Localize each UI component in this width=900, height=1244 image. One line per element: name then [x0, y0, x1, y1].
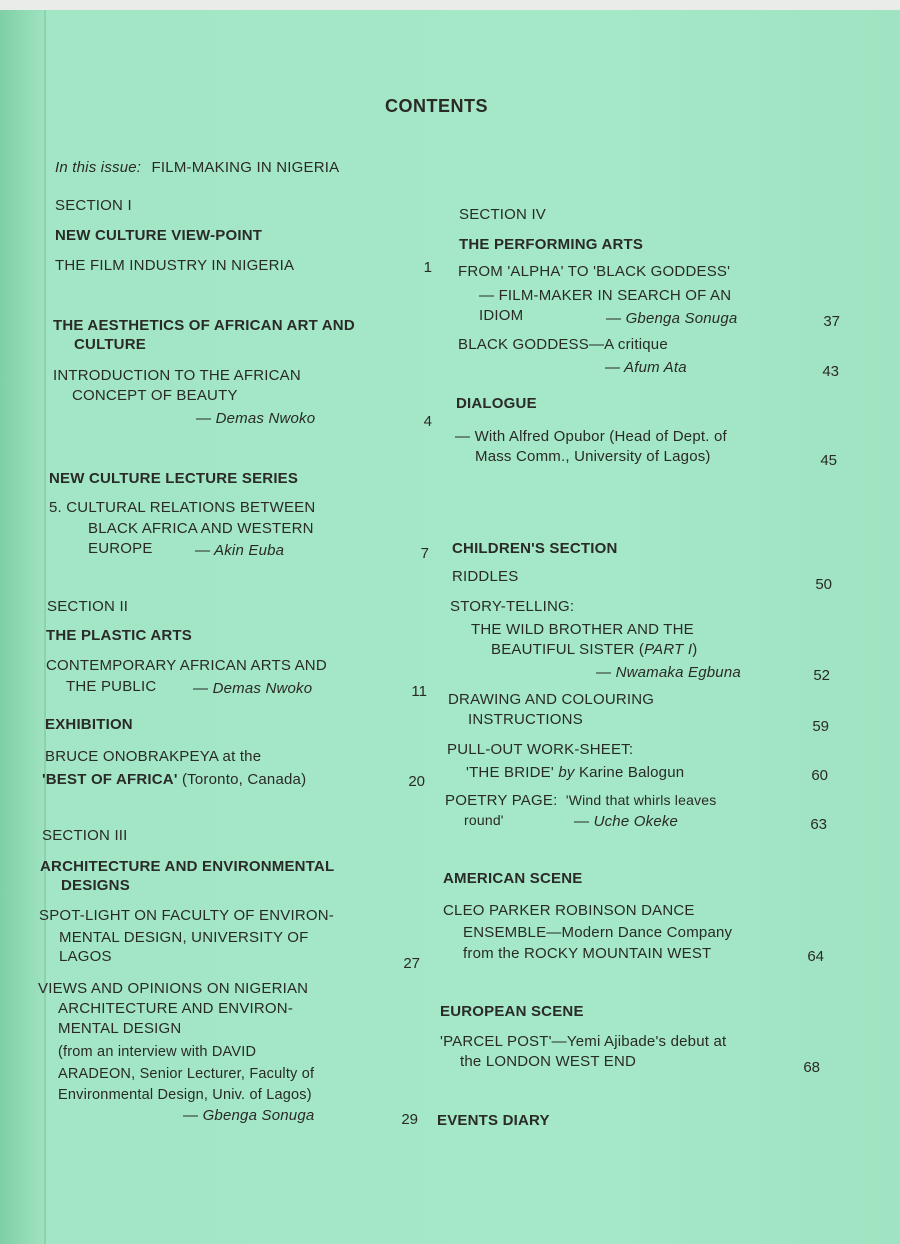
entry-author: — Demas Nwoko [196, 410, 316, 427]
entry-title[interactable]: EUROPE [88, 540, 153, 557]
entry-title[interactable]: MENTAL DESIGN, UNIVERSITY OF [59, 929, 309, 946]
entry-title[interactable]: RIDDLES [452, 568, 519, 585]
entry-author: — Akin Euba [195, 542, 285, 559]
entry-title[interactable]: DRAWING AND COLOURING [448, 691, 655, 708]
entry-title-detail: (Toronto, Canada) [181, 771, 307, 788]
category-heading: THE AESTHETICS OF AFRICAN ART AND [53, 317, 355, 334]
entry-title[interactable]: Mass Comm., University of Lagos) [475, 448, 711, 465]
entry-title-part: Karine Balogun [578, 764, 685, 781]
entry-title-part: 'THE BRIDE' [466, 764, 554, 781]
page-number: 59 [812, 718, 829, 735]
category-heading: NEW CULTURE LECTURE SERIES [49, 470, 299, 487]
page-number: 11 [411, 683, 427, 700]
entry-title[interactable]: MENTAL DESIGN [58, 1020, 182, 1037]
entry-title[interactable]: — FILM-MAKER IN SEARCH OF AN [479, 287, 732, 304]
entry-title[interactable]: the LONDON WEST END [460, 1053, 637, 1070]
page-number: 60 [811, 767, 828, 784]
category-heading: DIALOGUE [456, 395, 537, 412]
entry-author: — Uche Okeke [574, 813, 679, 830]
page-number: 7 [420, 545, 429, 562]
page-number: 37 [823, 313, 840, 330]
page-number: 27 [403, 955, 420, 972]
entry-title[interactable]: LAGOS [59, 948, 112, 965]
entry-title[interactable] [466, 764, 684, 781]
page-number: 29 [401, 1111, 418, 1128]
entry-title[interactable]: from the ROCKY MOUNTAIN WEST [463, 945, 712, 962]
section-heading: SECTION II [47, 598, 129, 615]
entry-author: — Demas Nwoko [193, 680, 313, 697]
entry-title[interactable]: THE FILM INDUSTRY IN NIGERIA [55, 257, 295, 274]
entry-title[interactable]: PULL-OUT WORK-SHEET: [447, 741, 634, 758]
entry-title[interactable]: ARCHITECTURE AND ENVIRON- [58, 1000, 294, 1017]
entry-title-part: 'Wind that whirls leaves [565, 792, 717, 808]
category-heading: DESIGNS [61, 877, 130, 894]
page-number: 43 [822, 363, 839, 380]
entry-title[interactable]: BLACK GODDESS—A critique [458, 336, 668, 353]
category-heading: EUROPEAN SCENE [440, 1003, 584, 1020]
page-number: 1 [423, 259, 432, 276]
entry-title[interactable]: BRUCE ONOBRAKPEYA at the [45, 748, 262, 765]
page-number: 4 [423, 413, 432, 430]
entry-note: ARADEON, Senior Lecturer, Faculty of [58, 1066, 315, 1082]
top-edge [0, 0, 900, 10]
binding-spine [0, 10, 46, 1244]
entry-author: — Afum Ata [605, 359, 687, 376]
entry-title[interactable] [42, 771, 306, 788]
entry-title[interactable]: BLACK AFRICA AND WESTERN [88, 520, 314, 537]
entry-title[interactable]: 'PARCEL POST'—Yemi Ajibade's debut at [440, 1033, 727, 1050]
entry-title[interactable]: INSTRUCTIONS [468, 711, 583, 728]
entry-title[interactable]: — With Alfred Opubor (Head of Dept. of [455, 428, 727, 445]
entry-author: — Gbenga Sonuga [183, 1107, 315, 1124]
entry-title[interactable]: SPOT-LIGHT ON FACULTY OF ENVIRON- [39, 907, 334, 924]
entry-title-emphasis: 'BEST OF AFRICA' [42, 771, 178, 788]
page-number: 20 [408, 773, 425, 790]
entry-title[interactable]: VIEWS AND OPINIONS ON NIGERIAN [38, 980, 309, 997]
category-heading: EXHIBITION [45, 716, 133, 733]
category-heading: THE PERFORMING ARTS [459, 236, 644, 253]
category-heading: NEW CULTURE VIEW-POINT [55, 227, 263, 244]
issue-label: In this issue: [55, 159, 142, 176]
section-heading: SECTION I [55, 197, 132, 214]
entry-title[interactable]: STORY-TELLING: [450, 598, 575, 615]
entry-title[interactable]: FROM 'ALPHA' TO 'BLACK GODDESS' [458, 263, 731, 280]
entry-title-part: ) [692, 641, 698, 658]
entry-title[interactable]: IDIOM [479, 307, 524, 324]
category-heading: CHILDREN'S SECTION [452, 540, 618, 557]
issue-line [55, 159, 339, 176]
entry-note: (from an interview with DAVID [58, 1044, 257, 1060]
entry-title-part: by [558, 764, 575, 781]
entry-title[interactable]: 5. CULTURAL RELATIONS BETWEEN [49, 499, 316, 516]
entry-title[interactable]: ENSEMBLE—Modern Dance Company [463, 924, 733, 941]
entry-author: — Nwamaka Egbuna [596, 664, 741, 681]
entry-title-part: POETRY PAGE: [445, 792, 558, 809]
page-number: 50 [815, 576, 832, 593]
entry-title[interactable]: INTRODUCTION TO THE AFRICAN [53, 367, 301, 384]
category-heading: THE PLASTIC ARTS [46, 627, 192, 644]
category-heading: CULTURE [74, 336, 146, 353]
page-number: 52 [813, 667, 830, 684]
entry-title-part: PART I [644, 641, 693, 658]
entry-title[interactable]: round' [464, 812, 504, 828]
issue-topic: FILM-MAKING IN NIGERIA [151, 159, 340, 176]
category-heading: EVENTS DIARY [437, 1112, 550, 1129]
page-number: 64 [807, 948, 824, 965]
page-number: 63 [810, 816, 827, 833]
entry-title[interactable] [491, 641, 697, 658]
page-number: 45 [820, 452, 837, 469]
entry-title[interactable]: CONCEPT OF BEAUTY [72, 387, 238, 404]
entry-title[interactable] [445, 792, 716, 809]
entry-note: Environmental Design, Univ. of Lagos) [58, 1087, 312, 1103]
entry-title[interactable]: CLEO PARKER ROBINSON DANCE [443, 902, 695, 919]
entry-author: — Gbenga Sonuga [606, 310, 738, 327]
entry-title[interactable]: CONTEMPORARY AFRICAN ARTS AND [46, 657, 327, 674]
page-title: CONTENTS [385, 96, 488, 116]
category-heading: AMERICAN SCENE [443, 870, 583, 887]
category-heading: ARCHITECTURE AND ENVIRONMENTAL [40, 858, 335, 875]
page-number: 68 [803, 1059, 820, 1076]
entry-title[interactable]: THE WILD BROTHER AND THE [471, 621, 694, 638]
entry-title-part: BEAUTIFUL SISTER ( [491, 641, 645, 658]
section-heading: SECTION IV [459, 206, 547, 223]
entry-title[interactable]: THE PUBLIC [66, 678, 157, 695]
section-heading: SECTION III [42, 827, 128, 844]
